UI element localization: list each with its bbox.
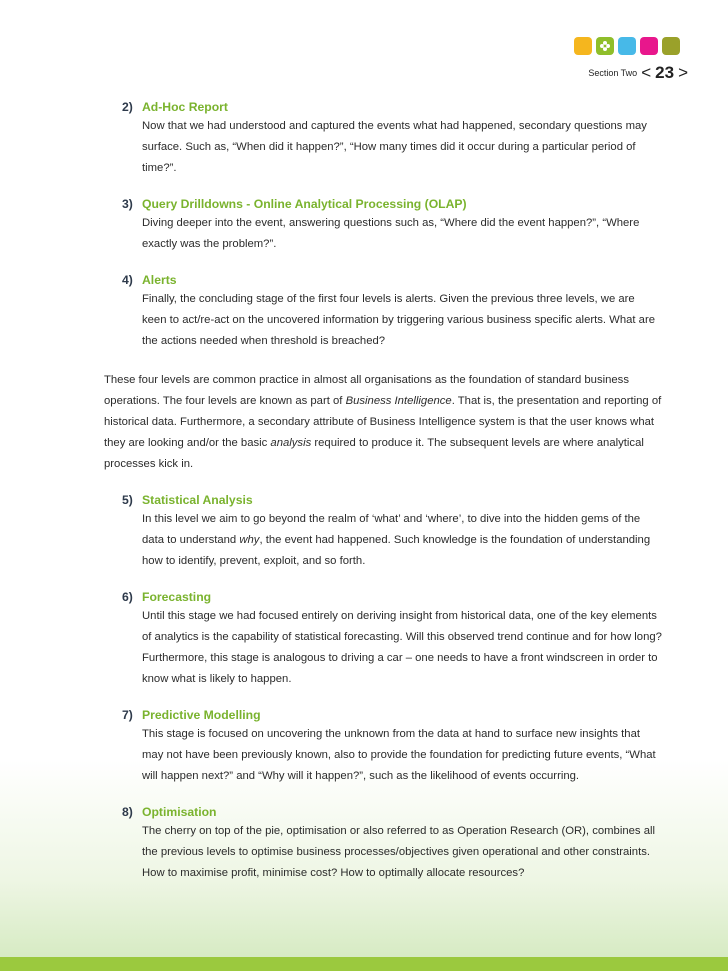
list-item-number: 7) — [122, 708, 133, 722]
flower-icon — [599, 40, 611, 52]
list-item-title: Forecasting — [142, 590, 212, 604]
list-item-emphasis: why — [239, 534, 260, 546]
list-item — [122, 707, 662, 787]
list-item-text: The cherry on top of the pie, optimisation or also referred to as Operation Research (OR), combines all the previous levels to optimise business processes/objectives given operational and other constraints. How to maximise profit, minimise cost? How to optimally allocate resources? — [142, 825, 655, 879]
list-item-text: Until this stage we had focused entirely on deriving insight from historical data, one of the key elements of analytics is the capability of statistical forecasting. Will this observed trend continue and for how long? Furthermore, this stage is analogous to driving a car – one needs to have a front windscreen in order to know what is likely to happen. — [142, 610, 662, 685]
list-item-text-part: , the event had happened. Such knowledge is the foundation of understanding how to identify, prevent, exploit, and so forth. — [142, 534, 651, 567]
list-item-text: Now that we had understood and captured the events what had happened, secondary questions may surface. Such as, “When did it happen?”, “How many times did it occur during a particular period of time?”. — [142, 120, 647, 174]
list-item-number: 2) — [122, 100, 133, 114]
list-item-text-part: In this level we aim to go beyond the realm of ‘what’ and ‘where’, to dive into the hidden gems of the data to understand — [142, 513, 641, 546]
list-item-title: Query Drilldowns - Online Analytical Processing (OLAP) — [142, 197, 467, 211]
list-item — [122, 99, 662, 179]
paragraph-text: These four levels are common practice in almost all organisations as the foundation of standard business operations. The four levels are known as part of — [104, 374, 629, 407]
body-paragraph — [104, 370, 664, 475]
list-item-text: This stage is focused on uncovering the unknown from the data at hand to surface new insights that may not have been previously known, also to provide the foundation for predicting future events, “What will happen next?” and “Why will it happen?”, such as the likelihood of events occurring. — [142, 728, 656, 782]
list-item-text: Diving deeper into the event, answering questions such as, “Where did the event happen?”, “Where exactly was the problem?”. — [142, 217, 640, 250]
list-item-title: Ad-Hoc Report — [142, 100, 228, 114]
logo-square-olive — [662, 37, 680, 55]
list-item — [122, 589, 662, 690]
list-item — [122, 196, 662, 255]
list-item — [122, 492, 662, 572]
logo-squares — [574, 37, 680, 55]
list-item-number: 5) — [122, 493, 133, 507]
page-header — [488, 37, 688, 87]
paragraph-text: required to produce it. The subsequent levels are where analytical processes kick in. — [104, 437, 644, 470]
list-item-number: 6) — [122, 590, 133, 604]
list-item-title: Statistical Analysis — [142, 493, 253, 507]
prev-page-chevron-icon[interactable]: < — [641, 63, 652, 82]
next-page-chevron-icon[interactable]: > — [678, 63, 688, 82]
list-item-number: 3) — [122, 197, 133, 211]
list-item-text: Finally, the concluding stage of the first four levels is alerts. Given the previous three levels, we are keen to act/re-act on the uncovered information by triggering various business specific alerts. What are the actions needed when threshold is breached? — [142, 293, 656, 347]
section-label: Section Two — [588, 67, 638, 78]
list-item — [122, 804, 662, 884]
paragraph-emphasis: Business Intelligence — [345, 395, 452, 407]
logo-square-magenta — [640, 37, 658, 55]
page-number: 23 — [655, 63, 675, 82]
bottom-band — [0, 957, 728, 971]
section-nav — [588, 64, 688, 81]
list-item-number: 8) — [122, 805, 133, 819]
logo-square-flower-icon — [596, 37, 614, 55]
paragraph-emphasis: analysis — [270, 437, 312, 449]
list-item-text — [142, 509, 662, 572]
logo-square-orange — [574, 37, 592, 55]
list-item — [122, 272, 662, 352]
list-item-title: Predictive Modelling — [142, 708, 261, 722]
list-item-number: 4) — [122, 273, 133, 287]
list-item-title: Alerts — [142, 273, 177, 287]
logo-square-blue — [618, 37, 636, 55]
list-item-title: Optimisation — [142, 805, 217, 819]
paragraph-text: . That is, the presentation and reporting of historical data. Furthermore, a secondary attribute of Business Intelligence system is that the user knows what they are looking and/or the basic — [104, 395, 662, 449]
page-content — [0, 99, 728, 884]
